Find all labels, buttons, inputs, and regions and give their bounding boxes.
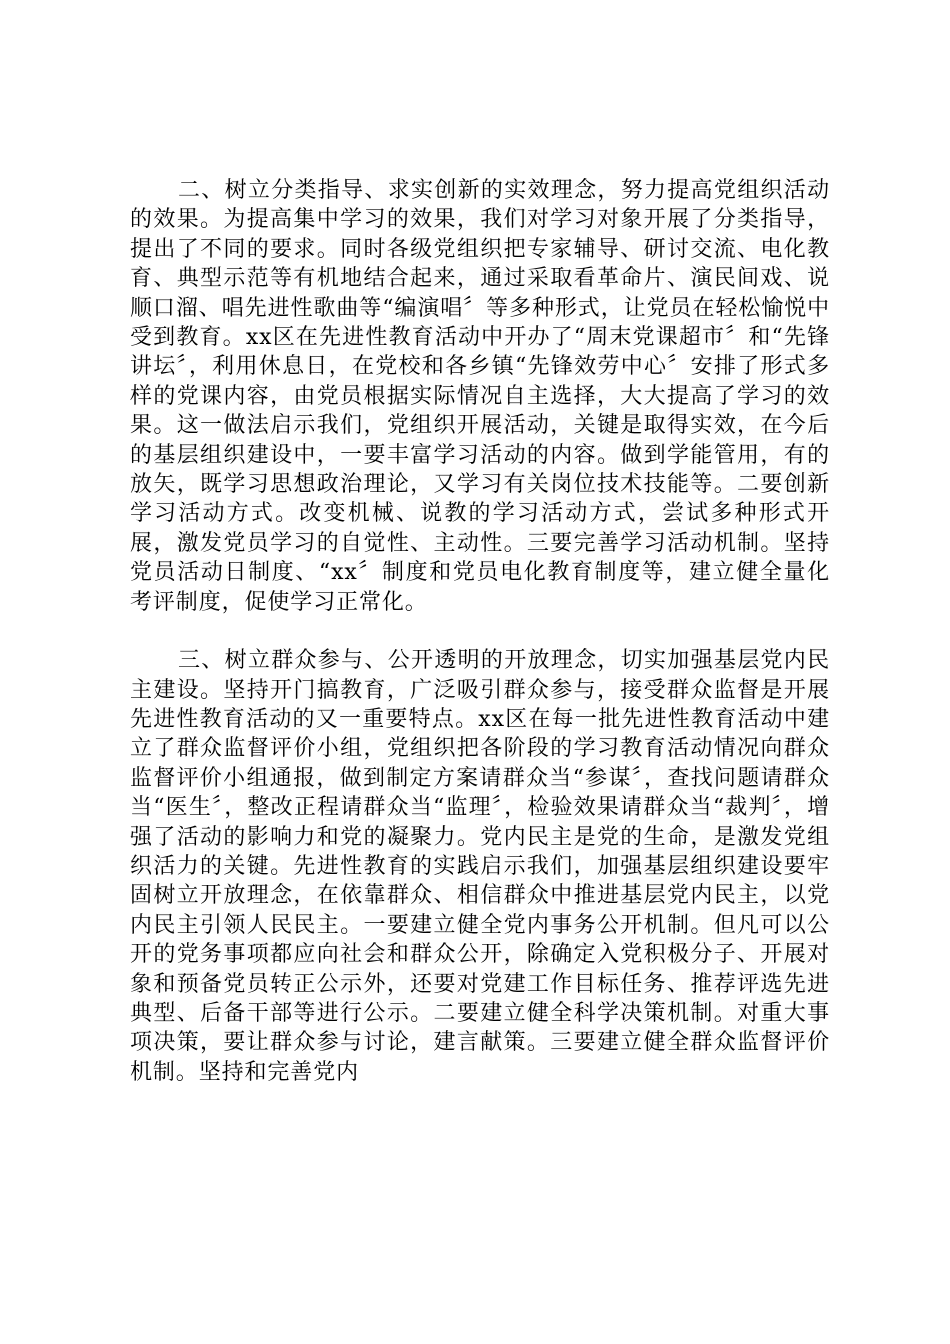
paragraph-3-open-democracy: 三、树立群众参与、公开透明的开放理念，切实加强基层党内民主建设。坚持开门搞教育，广泛吸引群众参与，接受群众监督是开展先进性教育活动的又一重要特点。xx区在每一批先进性教育活动中建立了群众监督评价小组，党组织把各阶段的学习教育活动情况向群众监督评价小组通报，做到制定方案请群众当“参谋〞，查找问题请群众当“医生〞，整改正程请群众当“监理〞，检验效果请群众当“裁判〞，增强了活动的影响力和党的凝聚力。党内民主是党的生命，是激发党组织活力的关键。先进性教育的实践启示我们，加强基层组织建设要牢固树立开放理念，在依靠群众、相信群众中推进基层党内民主，以党内民主引领人民民主。一要建立健全党内事务公开机制。但凡可以公开的党务事项都应向社会和群众公开，除确定入党积极分子、开展对象和预备党员转正公示外，还要对党建工作目标任务、推荐评选先进典型、后备干部等进行公示。二要建立健全科学决策机制。对重大事项决策，要让群众参与讨论，建言献策。三要建立健全群众监督评价机制。坚持和完善党内 [130,648,830,1085]
paragraph-spacer [130,617,830,646]
document-body [130,176,830,1087]
paragraph-2-practical-results: 二、树立分类指导、求实创新的实效理念，努力提高党组织活动的效果。为提高集中学习的效果，我们对学习对象开展了分类指导，提出了不同的要求。同时各级党组织把专家辅导、研讨交流、电化教育、典型示范等有机地结合起来，通过采取看革命片、演民间戏、说顺口溜、唱先进性歌曲等“编演唱〞等多种形式，让党员在轻松愉悦中受到教育。xx区在先进性教育活动中开办了“周末党课超市〞和“先锋讲坛〞，利用休息日，在党校和各乡镇“先锋效劳中心〞安排了形式多样的党课内容，由党员根据实际情况自主选择，大大提高了学习的效果。这一做法启示我们，党组织开展活动，关键是取得实效，在今后的基层组织建设中，一要丰富学习活动的内容。做到学能管用，有的放矢，既学习思想政治理论，又学习有关岗位技术技能等。二要创新学习活动方式。改变机械、说教的学习活动方式，尝试多种形式开展，激发党员学习的自觉性、主动性。三要完善学习活动机制。坚持党员活动日制度、“xx〞制度和党员电化教育制度等，建立健全量化考评制度，促使学习正常化。 [130,178,830,615]
